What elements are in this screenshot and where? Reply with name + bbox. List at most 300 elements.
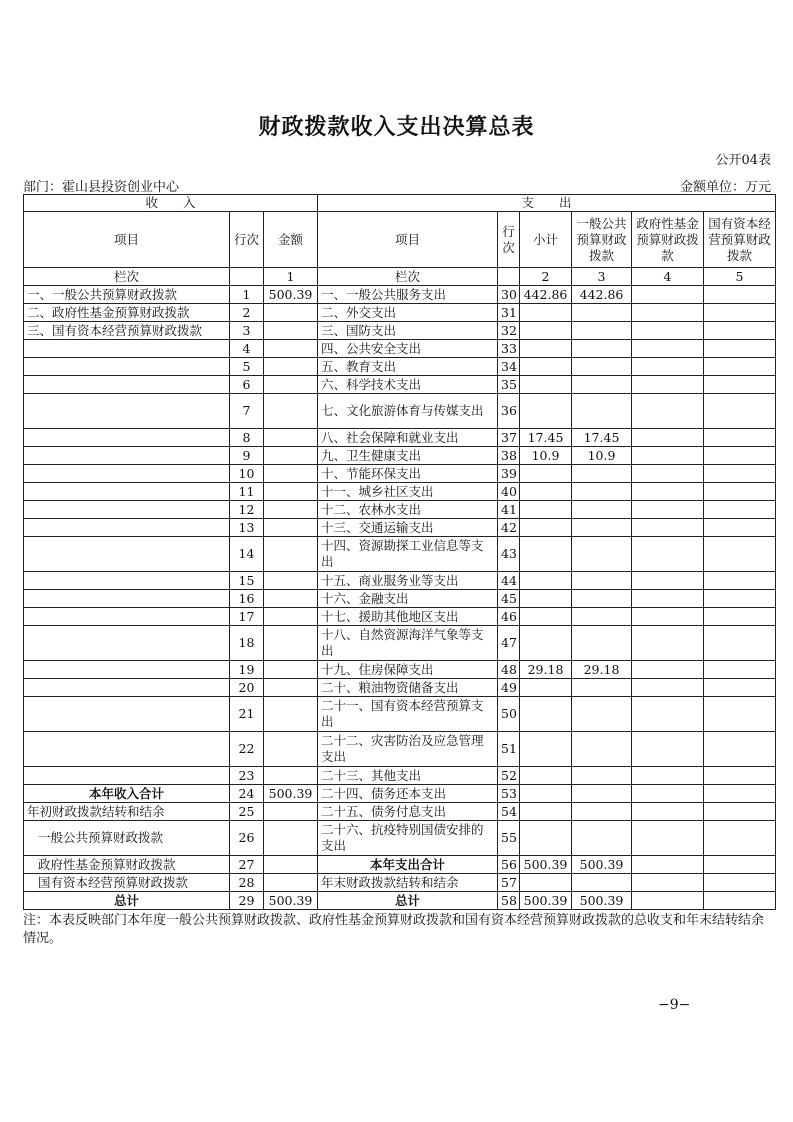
expense-row-no-cell: 50 xyxy=(498,697,520,732)
income-item-cell: 二、政府性基金预算财政拨款 xyxy=(24,304,230,322)
soe-capital-cell xyxy=(704,376,776,394)
expense-item-cell: 十一、城乡社区支出 xyxy=(318,483,498,501)
expense-item-cell: 二十、粮油物资储备支出 xyxy=(318,679,498,697)
expense-row-no-cell: 52 xyxy=(498,767,520,785)
soe-capital-cell xyxy=(704,785,776,803)
column-header-row xyxy=(24,212,776,268)
expense-row-no-cell: 47 xyxy=(498,626,520,661)
general-budget-cell xyxy=(572,767,632,785)
subtotal-cell xyxy=(520,697,572,732)
table-row xyxy=(24,697,776,732)
subtotal-cell xyxy=(520,626,572,661)
expense-item-cell: 年末财政拨款结转和结余 xyxy=(318,874,498,892)
gov-fund-cell xyxy=(632,376,704,394)
table-row xyxy=(24,767,776,785)
gov-fund-cell xyxy=(632,803,704,821)
income-item-cell xyxy=(24,394,230,429)
header-income-row-no: 行次 xyxy=(230,212,264,268)
income-item-cell xyxy=(24,626,230,661)
table-row xyxy=(24,537,776,572)
gov-fund-cell xyxy=(632,732,704,767)
income-row-no-cell: 19 xyxy=(230,661,264,679)
soe-capital-cell xyxy=(704,608,776,626)
gov-fund-cell xyxy=(632,697,704,732)
income-row-no-cell: 6 xyxy=(230,376,264,394)
soe-capital-cell xyxy=(704,447,776,465)
soe-capital-cell xyxy=(704,732,776,767)
general-budget-cell xyxy=(572,358,632,376)
soe-capital-cell xyxy=(704,304,776,322)
income-amount-cell xyxy=(264,340,318,358)
subtotal-cell: 17.45 xyxy=(520,429,572,447)
general-budget-cell: 500.39 xyxy=(572,856,632,874)
gov-fund-cell xyxy=(632,626,704,661)
subtotal-cell xyxy=(520,465,572,483)
income-amount-cell xyxy=(264,394,318,429)
header-income-amount: 金额 xyxy=(264,212,318,268)
subtotal-cell xyxy=(520,821,572,856)
subtotal-cell xyxy=(520,572,572,590)
soe-capital-cell xyxy=(704,537,776,572)
gov-fund-cell xyxy=(632,304,704,322)
expense-item-cell: 二十一、国有资本经营预算支出 xyxy=(318,697,498,732)
general-budget-cell xyxy=(572,465,632,483)
income-row-no-cell: 18 xyxy=(230,626,264,661)
general-budget-cell: 442.86 xyxy=(572,286,632,304)
gov-fund-cell xyxy=(632,286,704,304)
general-budget-cell xyxy=(572,679,632,697)
col-index-label: 栏次 xyxy=(24,268,230,286)
income-item-cell xyxy=(24,465,230,483)
gov-fund-cell xyxy=(632,785,704,803)
gov-fund-cell xyxy=(632,519,704,537)
income-amount-cell xyxy=(264,519,318,537)
expense-row-no-cell: 44 xyxy=(498,572,520,590)
soe-capital-cell xyxy=(704,519,776,537)
subtotal-cell xyxy=(520,501,572,519)
income-amount-cell xyxy=(264,767,318,785)
gov-fund-cell xyxy=(632,394,704,429)
general-budget-cell xyxy=(572,304,632,322)
income-row-no-cell: 23 xyxy=(230,767,264,785)
income-row-no-cell: 14 xyxy=(230,537,264,572)
expense-row-no-cell: 48 xyxy=(498,661,520,679)
subtotal-cell xyxy=(520,483,572,501)
expense-item-cell: 十七、援助其他地区支出 xyxy=(318,608,498,626)
general-budget-cell xyxy=(572,732,632,767)
expense-item-cell: 七、文化旅游体育与传媒支出 xyxy=(318,394,498,429)
table-row xyxy=(24,785,776,803)
subtotal-cell: 10.9 xyxy=(520,447,572,465)
subtotal-cell xyxy=(520,358,572,376)
income-amount-cell xyxy=(264,447,318,465)
department-label: 部门：霍山县投资创业中心 xyxy=(23,180,180,195)
expense-row-no-cell: 55 xyxy=(498,821,520,856)
expense-row-no-cell: 54 xyxy=(498,803,520,821)
expense-item-cell: 六、科学技术支出 xyxy=(318,376,498,394)
gov-fund-cell xyxy=(632,572,704,590)
income-amount-cell xyxy=(264,501,318,519)
income-item-cell: 一般公共预算财政拨款 xyxy=(24,821,230,856)
table-row xyxy=(24,304,776,322)
soe-capital-cell xyxy=(704,803,776,821)
income-row-no-cell: 29 xyxy=(230,892,264,910)
header-income-item: 项目 xyxy=(24,212,230,268)
income-amount-cell: 500.39 xyxy=(264,892,318,910)
form-number: 公开04表 xyxy=(715,153,771,168)
table-row xyxy=(24,358,776,376)
col-index-5: 5 xyxy=(704,268,776,286)
income-amount-cell xyxy=(264,697,318,732)
general-budget-cell xyxy=(572,821,632,856)
table-row xyxy=(24,447,776,465)
general-budget-cell xyxy=(572,697,632,732)
income-row-no-cell: 1 xyxy=(230,286,264,304)
general-budget-cell xyxy=(572,519,632,537)
expense-row-no-cell: 57 xyxy=(498,874,520,892)
gov-fund-cell xyxy=(632,856,704,874)
expense-item-cell: 二十三、其他支出 xyxy=(318,767,498,785)
income-row-no-cell: 11 xyxy=(230,483,264,501)
soe-capital-cell xyxy=(704,856,776,874)
subtotal-cell xyxy=(520,803,572,821)
expense-row-no-cell: 56 xyxy=(498,856,520,874)
expense-row-no-cell: 38 xyxy=(498,447,520,465)
soe-capital-cell xyxy=(704,892,776,910)
subtotal-cell: 29.18 xyxy=(520,661,572,679)
income-amount-cell xyxy=(264,376,318,394)
income-amount-cell xyxy=(264,821,318,856)
subtotal-cell xyxy=(520,590,572,608)
subtotal-cell: 500.39 xyxy=(520,856,572,874)
expense-row-no-cell: 33 xyxy=(498,340,520,358)
income-item-cell: 年初财政拨款结转和结余 xyxy=(24,803,230,821)
income-row-no-cell: 4 xyxy=(230,340,264,358)
income-amount-cell xyxy=(264,358,318,376)
table-row xyxy=(24,590,776,608)
soe-capital-cell xyxy=(704,590,776,608)
income-amount-cell: 500.39 xyxy=(264,286,318,304)
expense-item-cell: 二十六、抗疫特别国债安排的支出 xyxy=(318,821,498,856)
unit-label: 金额单位：万元 xyxy=(679,180,771,195)
gov-fund-cell xyxy=(632,767,704,785)
section-header-row xyxy=(24,195,776,212)
table-row xyxy=(24,892,776,910)
subtotal-cell xyxy=(520,785,572,803)
header-general-budget: 一般公共预算财政拨款 xyxy=(572,212,632,268)
header-soe-capital: 国有资本经营预算财政拨款 xyxy=(704,212,776,268)
col-index-1: 1 xyxy=(264,268,318,286)
income-item-cell xyxy=(24,590,230,608)
gov-fund-cell xyxy=(632,537,704,572)
col-index-2: 2 xyxy=(520,268,572,286)
expense-item-cell: 一、一般公共服务支出 xyxy=(318,286,498,304)
expense-row-no-cell: 53 xyxy=(498,785,520,803)
subtotal-cell: 500.39 xyxy=(520,892,572,910)
column-index-row xyxy=(24,268,776,286)
table-row xyxy=(24,608,776,626)
income-row-no-cell: 15 xyxy=(230,572,264,590)
general-budget-cell xyxy=(572,537,632,572)
general-budget-cell xyxy=(572,572,632,590)
expense-row-no-cell: 37 xyxy=(498,429,520,447)
gov-fund-cell xyxy=(632,821,704,856)
general-budget-cell xyxy=(572,803,632,821)
subtotal-cell xyxy=(520,376,572,394)
table-row xyxy=(24,340,776,358)
expense-row-no-cell: 40 xyxy=(498,483,520,501)
table-row xyxy=(24,856,776,874)
soe-capital-cell xyxy=(704,322,776,340)
expense-item-cell: 二十四、债务还本支出 xyxy=(318,785,498,803)
expense-row-no-cell: 58 xyxy=(498,892,520,910)
income-amount-cell xyxy=(264,661,318,679)
income-amount-cell xyxy=(264,322,318,340)
table-row xyxy=(24,394,776,429)
expense-row-no-cell: 43 xyxy=(498,537,520,572)
expense-item-cell: 十四、资源勘探工业信息等支出 xyxy=(318,537,498,572)
income-amount-cell xyxy=(264,483,318,501)
soe-capital-cell xyxy=(704,697,776,732)
subtotal-cell xyxy=(520,874,572,892)
soe-capital-cell xyxy=(704,572,776,590)
subtotal-cell xyxy=(520,767,572,785)
income-row-no-cell: 13 xyxy=(230,519,264,537)
page-number: −9− xyxy=(658,997,691,1013)
soe-capital-cell xyxy=(704,483,776,501)
income-row-no-cell: 27 xyxy=(230,856,264,874)
income-row-no-cell: 7 xyxy=(230,394,264,429)
gov-fund-cell xyxy=(632,429,704,447)
income-row-no-cell: 25 xyxy=(230,803,264,821)
expense-row-no-cell: 41 xyxy=(498,501,520,519)
soe-capital-cell xyxy=(704,286,776,304)
table-row xyxy=(24,679,776,697)
expense-item-cell: 十八、自然资源海洋气象等支出 xyxy=(318,626,498,661)
general-budget-cell: 500.39 xyxy=(572,892,632,910)
income-row-no-cell: 17 xyxy=(230,608,264,626)
income-amount-cell xyxy=(264,590,318,608)
page-title: 财政拨款收入支出决算总表 xyxy=(258,114,535,140)
expense-item-cell: 二十五、债务付息支出 xyxy=(318,803,498,821)
general-budget-cell xyxy=(572,322,632,340)
income-row-no-cell: 28 xyxy=(230,874,264,892)
expense-item-cell: 三、国防支出 xyxy=(318,322,498,340)
subtotal-cell xyxy=(520,732,572,767)
expense-item-cell: 十六、金融支出 xyxy=(318,590,498,608)
expense-row-no-cell: 45 xyxy=(498,590,520,608)
income-row-no-cell: 3 xyxy=(230,322,264,340)
col-index-empty xyxy=(498,268,520,286)
expense-row-no-cell: 39 xyxy=(498,465,520,483)
expense-section-header: 支 出 xyxy=(318,195,776,212)
col-index-empty xyxy=(230,268,264,286)
table-row xyxy=(24,465,776,483)
income-item-cell xyxy=(24,661,230,679)
income-item-cell xyxy=(24,519,230,537)
income-row-no-cell: 21 xyxy=(230,697,264,732)
gov-fund-cell xyxy=(632,874,704,892)
header-gov-fund: 政府性基金预算财政拨款 xyxy=(632,212,704,268)
income-item-cell: 总计 xyxy=(24,892,230,910)
general-budget-cell xyxy=(572,501,632,519)
table-row xyxy=(24,572,776,590)
general-budget-cell xyxy=(572,608,632,626)
expense-item-cell: 十、节能环保支出 xyxy=(318,465,498,483)
income-amount-cell xyxy=(264,856,318,874)
soe-capital-cell xyxy=(704,874,776,892)
income-row-no-cell: 24 xyxy=(230,785,264,803)
expense-item-cell: 本年支出合计 xyxy=(318,856,498,874)
col-index-4: 4 xyxy=(632,268,704,286)
income-row-no-cell: 16 xyxy=(230,590,264,608)
income-item-cell xyxy=(24,732,230,767)
table-row xyxy=(24,821,776,856)
income-row-no-cell: 10 xyxy=(230,465,264,483)
gov-fund-cell xyxy=(632,483,704,501)
income-item-cell: 三、国有资本经营预算财政拨款 xyxy=(24,322,230,340)
income-row-no-cell: 9 xyxy=(230,447,264,465)
expense-item-cell: 十九、住房保障支出 xyxy=(318,661,498,679)
income-amount-cell: 500.39 xyxy=(264,785,318,803)
table-row xyxy=(24,874,776,892)
subtotal-cell xyxy=(520,322,572,340)
header-expense-item: 项目 xyxy=(318,212,498,268)
income-item-cell xyxy=(24,429,230,447)
general-budget-cell: 17.45 xyxy=(572,429,632,447)
income-item-cell xyxy=(24,537,230,572)
income-amount-cell xyxy=(264,679,318,697)
soe-capital-cell xyxy=(704,767,776,785)
table-row xyxy=(24,519,776,537)
general-budget-cell xyxy=(572,483,632,501)
table-row xyxy=(24,483,776,501)
income-item-cell xyxy=(24,340,230,358)
gov-fund-cell xyxy=(632,465,704,483)
expense-row-no-cell: 35 xyxy=(498,376,520,394)
table-row xyxy=(24,376,776,394)
income-row-no-cell: 26 xyxy=(230,821,264,856)
subtotal-cell xyxy=(520,537,572,572)
expense-row-no-cell: 46 xyxy=(498,608,520,626)
income-item-cell xyxy=(24,572,230,590)
table-row xyxy=(24,803,776,821)
income-item-cell xyxy=(24,608,230,626)
income-item-cell: 国有资本经营预算财政拨款 xyxy=(24,874,230,892)
subtotal-cell xyxy=(520,519,572,537)
table-row xyxy=(24,626,776,661)
general-budget-cell xyxy=(572,626,632,661)
expense-item-cell: 二十二、灾害防治及应急管理支出 xyxy=(318,732,498,767)
expense-item-cell: 总计 xyxy=(318,892,498,910)
expense-item-cell: 八、社会保障和就业支出 xyxy=(318,429,498,447)
general-budget-cell xyxy=(572,590,632,608)
subtotal-cell xyxy=(520,679,572,697)
income-row-no-cell: 12 xyxy=(230,501,264,519)
col-index-3: 3 xyxy=(572,268,632,286)
income-amount-cell xyxy=(264,732,318,767)
gov-fund-cell xyxy=(632,501,704,519)
income-item-cell: 政府性基金预算财政拨款 xyxy=(24,856,230,874)
soe-capital-cell xyxy=(704,340,776,358)
gov-fund-cell xyxy=(632,358,704,376)
table-row xyxy=(24,501,776,519)
expense-item-cell: 九、卫生健康支出 xyxy=(318,447,498,465)
income-amount-cell xyxy=(264,572,318,590)
income-item-cell: 一、一般公共预算财政拨款 xyxy=(24,286,230,304)
expense-row-no-cell: 34 xyxy=(498,358,520,376)
income-amount-cell xyxy=(264,608,318,626)
subtotal-cell xyxy=(520,304,572,322)
header-expense-row-no: 行次 xyxy=(498,212,520,268)
expense-row-no-cell: 51 xyxy=(498,732,520,767)
income-item-cell xyxy=(24,501,230,519)
general-budget-cell xyxy=(572,785,632,803)
income-amount-cell xyxy=(264,626,318,661)
gov-fund-cell xyxy=(632,608,704,626)
income-section-header: 收 入 xyxy=(24,195,318,212)
budget-table xyxy=(23,194,776,910)
expense-row-no-cell: 31 xyxy=(498,304,520,322)
gov-fund-cell xyxy=(632,447,704,465)
gov-fund-cell xyxy=(632,590,704,608)
expense-row-no-cell: 49 xyxy=(498,679,520,697)
expense-item-cell: 五、教育支出 xyxy=(318,358,498,376)
general-budget-cell: 29.18 xyxy=(572,661,632,679)
income-amount-cell xyxy=(264,429,318,447)
soe-capital-cell xyxy=(704,661,776,679)
header-subtotal: 小计 xyxy=(520,212,572,268)
income-item-cell xyxy=(24,358,230,376)
gov-fund-cell xyxy=(632,340,704,358)
subtotal-cell xyxy=(520,340,572,358)
table-row xyxy=(24,429,776,447)
income-row-no-cell: 22 xyxy=(230,732,264,767)
expense-row-no-cell: 32 xyxy=(498,322,520,340)
soe-capital-cell xyxy=(704,394,776,429)
general-budget-cell xyxy=(572,340,632,358)
col-index-exp-label: 栏次 xyxy=(318,268,498,286)
income-amount-cell xyxy=(264,537,318,572)
income-item-cell xyxy=(24,483,230,501)
gov-fund-cell xyxy=(632,679,704,697)
income-amount-cell xyxy=(264,465,318,483)
expense-item-cell: 十五、商业服务业等支出 xyxy=(318,572,498,590)
income-amount-cell xyxy=(264,874,318,892)
expense-item-cell: 十三、交通运输支出 xyxy=(318,519,498,537)
general-budget-cell: 10.9 xyxy=(572,447,632,465)
table-row xyxy=(24,286,776,304)
expense-row-no-cell: 30 xyxy=(498,286,520,304)
income-row-no-cell: 8 xyxy=(230,429,264,447)
soe-capital-cell xyxy=(704,465,776,483)
table-row xyxy=(24,661,776,679)
income-item-cell xyxy=(24,697,230,732)
income-item-cell xyxy=(24,767,230,785)
subtotal-cell xyxy=(520,394,572,429)
soe-capital-cell xyxy=(704,626,776,661)
general-budget-cell xyxy=(572,874,632,892)
soe-capital-cell xyxy=(704,501,776,519)
income-amount-cell xyxy=(264,803,318,821)
expense-row-no-cell: 42 xyxy=(498,519,520,537)
gov-fund-cell xyxy=(632,322,704,340)
income-row-no-cell: 5 xyxy=(230,358,264,376)
soe-capital-cell xyxy=(704,358,776,376)
income-item-cell xyxy=(24,376,230,394)
income-item-cell xyxy=(24,447,230,465)
expense-row-no-cell: 36 xyxy=(498,394,520,429)
